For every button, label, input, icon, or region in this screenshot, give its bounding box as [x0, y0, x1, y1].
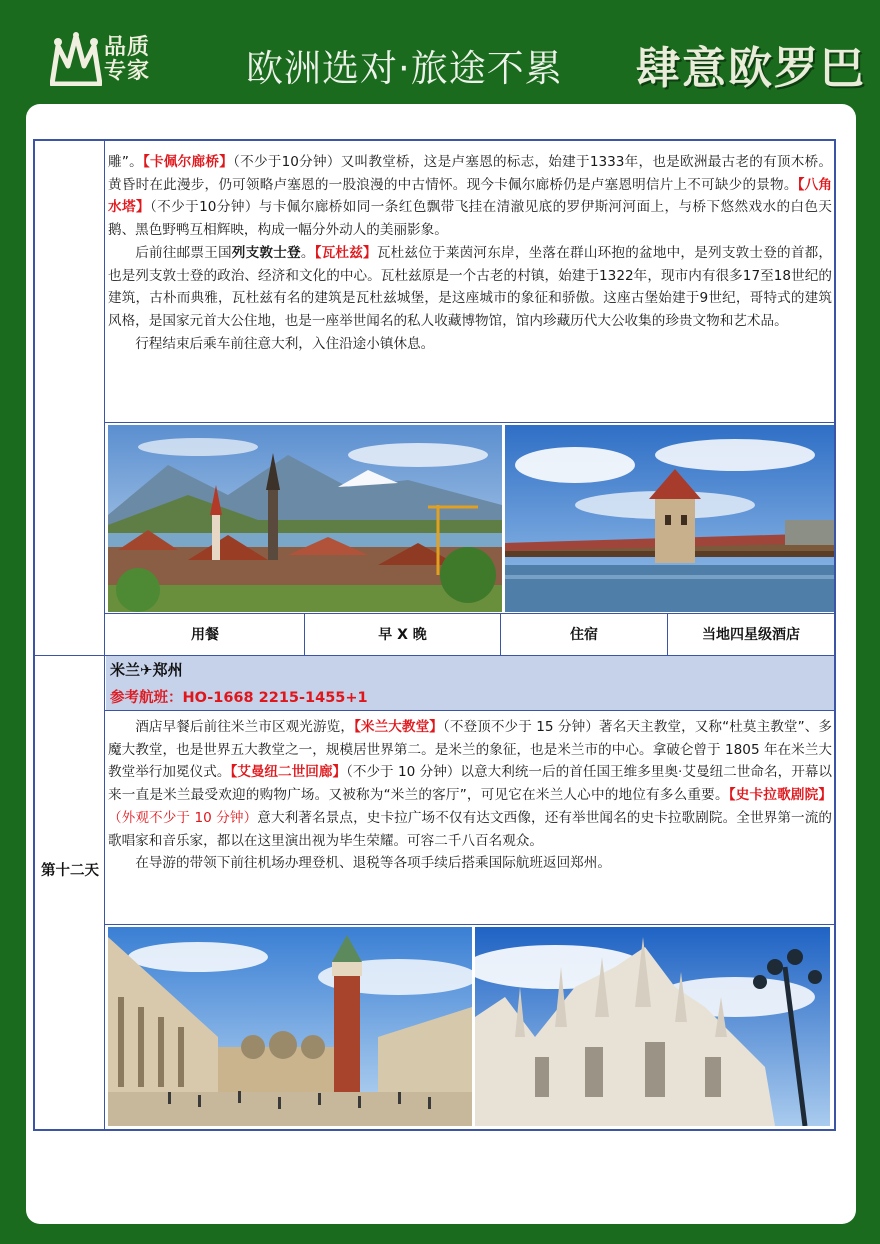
- day12-p1-segment: 酒店早餐后前往米兰市区观光游览，: [135, 719, 355, 735]
- day12-p1-segment: 【米兰大教堂】: [354, 719, 443, 735]
- day12-p1-segment: 【艾曼纽二世回廊】: [230, 764, 347, 781]
- logo-line-2: 专家: [104, 59, 151, 84]
- day12-route: 米兰✈郑州: [110, 661, 183, 679]
- table-row-divider: [105, 924, 834, 925]
- day12-p1-segment: （不少于 10 分钟）以意大利统一后的首任国王维多里奥·艾曼纽二世命名，开幕以来一直是米兰最受欢迎的购物广场。又被称为“米兰的客厅”，可见它在米兰人心中的地位有多么重要。: [108, 764, 832, 804]
- day11-description: [108, 151, 832, 355]
- day11-paragraph-1: [108, 151, 832, 242]
- day11-p1-segment: （不少于10分钟）又叫教堂桥，这是卢塞恩的标志，始建于1333年，也是欧洲最古老的有顶木桥。黄昏时在此漫步，仍可领略卢塞恩的一股浪漫的中古情怀。现今卡佩尔廊桥仍是卢塞恩明信片上不可缺少的景物。: [108, 154, 833, 193]
- table-row-divider: [105, 422, 834, 423]
- photo-vaduz-town: [108, 425, 502, 612]
- slogan: 欧洲选对·旅途不累: [246, 47, 563, 90]
- day11-p2-segment: 【瓦杜兹】: [314, 244, 377, 261]
- day12-paragraph-1: [108, 716, 832, 852]
- day12-p1-segment: 【史卡拉歌剧院】: [728, 787, 832, 804]
- day12-flight: 参考航班：HO-1668 2215-1455+1: [110, 690, 368, 706]
- brand-title: 肆意欧罗巴: [636, 43, 866, 94]
- day11-paragraph-2: [108, 242, 832, 333]
- hotel-label: 住宿: [570, 627, 598, 643]
- photo-chapel-bridge: [505, 425, 834, 612]
- table-row-divider: [105, 710, 834, 711]
- day12-paragraph-2: 在导游的带领下前往机场办理登机、退税等各项手续后搭乘国际航班返回郑州。: [135, 855, 611, 872]
- photo-st-marks-square: [108, 927, 472, 1126]
- day11-p1-segment: 【卡佩尔廊桥】: [142, 154, 234, 170]
- table-column-divider: [104, 141, 105, 1129]
- day11-p2-segment: 。: [300, 244, 315, 261]
- meal-value: 早 X 晚: [378, 627, 427, 643]
- meal-label: 用餐: [191, 627, 219, 643]
- hotel-value: 当地四星级酒店: [702, 627, 800, 643]
- day11-paragraph-3: 行程结束后乘车前往意大利，入住沿途小镇休息。: [135, 335, 435, 352]
- day12-p1-segment: （不登顶不少于 15 分钟）著名天主教堂，又称“杜莫主教堂”、多魔大教堂，也是世界五大教堂之一，规模居世界第二。是米兰的象征，也是米兰市的中心。拿破仑曾于 1805 年在米兰大教堂举行加冕仪式。: [108, 719, 833, 781]
- crown-logo-icon: [50, 32, 102, 86]
- brand-logo: [50, 26, 180, 88]
- logo-line-1: 品质: [104, 35, 151, 60]
- day11-p1-segment: （不少于10分钟）与卡佩尔廊桥如同一条红色飘带飞挂在清澈见底的罗伊斯河河面上，与桥下悠然戏水的白色天鹅、黑色野鸭互相辉映，构成一幅分外动人的美丽影象。: [108, 199, 833, 239]
- day11-p2-segment: 后前往邮票王国: [135, 244, 232, 261]
- photo-milan-cathedral: [475, 927, 830, 1126]
- day12-p1-segment: 意大利著名景点，史卡拉广场不仅有达文西像，还有举世闻名的史卡拉歌剧院。全世界第一流的歌唱家和音乐家，都以在这里演出视为毕生荣耀。可容二千八百名观众。: [108, 809, 832, 849]
- page-header: [0, 0, 880, 104]
- day11-p2-segment: 瓦杜兹位于莱茵河东岸，坐落在群山环抱的盆地中，是列支敦士登的首都，也是列支敦士登的政治、经济和文化的中心。瓦杜兹原是一个古老的村镇，始建于1322年，现市内有很多17至18世纪的建筑，古朴而典雅，瓦杜兹有名的建筑是瓦杜兹城堡，是这座城市的象征和骄傲。这座古堡始建于9世纪，哥特式的建筑风格，是国家元首大公住地，也是一座举世闻名的私人收藏博物馆，馆内珍藏历代大公收集的珍贵文物和艺术品。: [108, 244, 833, 329]
- day11-p1-segment: 雕”。: [108, 154, 143, 170]
- day12-description: [108, 716, 832, 875]
- day12-label: 第十二天: [41, 863, 99, 879]
- day11-p2-segment: 列支敦士登: [231, 244, 301, 261]
- day12-p1-segment: （外观不少于 10 分钟）: [108, 809, 258, 826]
- day11-p1-segment: 【八角水塔】: [108, 176, 833, 216]
